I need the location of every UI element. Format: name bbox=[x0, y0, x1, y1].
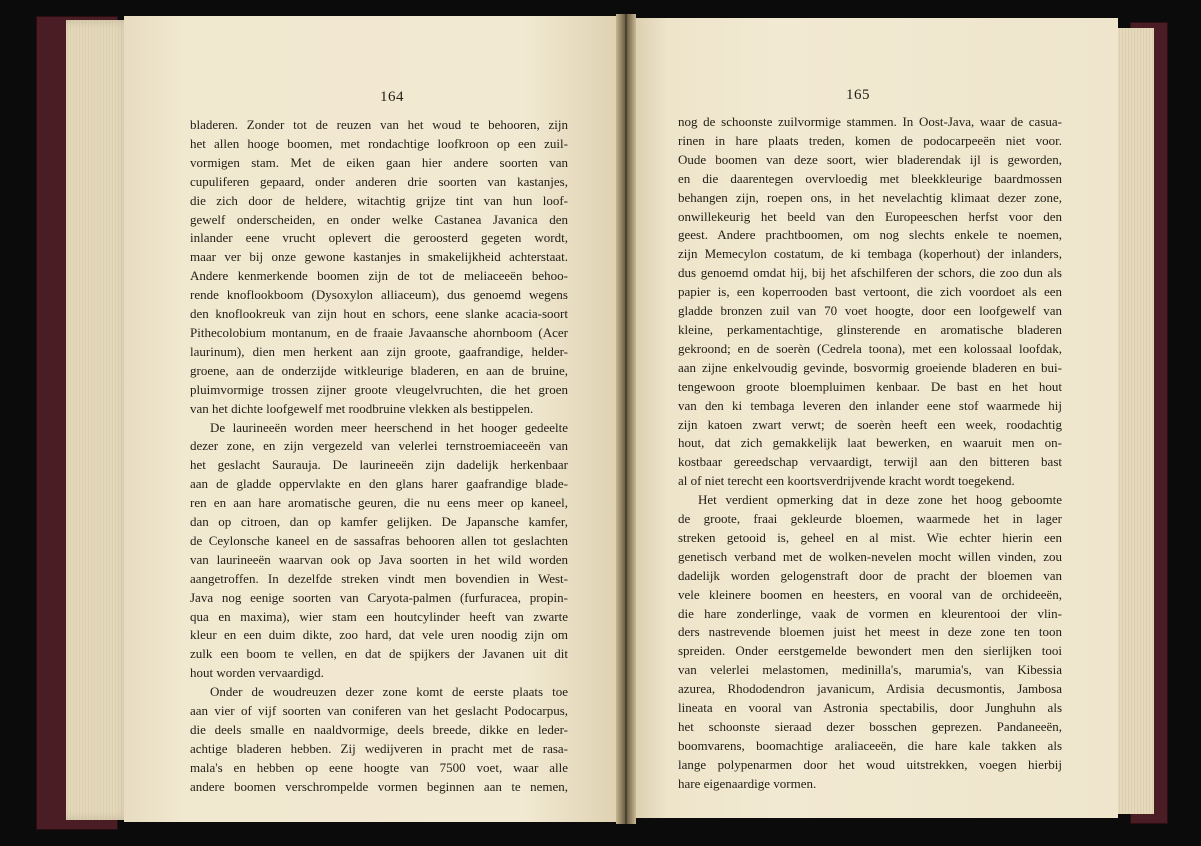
text-line: kleur en een duim dikte, zoo hard, dat vele uren noodig zijn om bbox=[190, 627, 568, 643]
text-line: zulk een boom te vellen, en dat de spijkers der Javanen uit dit bbox=[190, 646, 568, 662]
text-line: maar ver bij onze gewone kastanjes in smakelijkheid achterstaat. bbox=[190, 249, 568, 265]
text-line: azurea, Rhododendron javanicum, Ardisia decusmontis, Jambosa bbox=[678, 681, 1062, 697]
page-edges-left bbox=[66, 20, 132, 820]
text-line: laurinum), dien men herkent aan zijn groote, gaafrandige, helder- bbox=[190, 343, 568, 359]
text-line: nog de schoonste zuilvormige stammen. In Oost-Java, waar de casua- bbox=[678, 114, 1062, 129]
text-line: gladde bronzen zuil van 70 voet hoogte, door een loofgewelf van bbox=[678, 303, 1062, 319]
body-text bbox=[678, 113, 1062, 794]
text-line: De laurineeën worden meer heerschend in het hooger gedeelte bbox=[210, 419, 568, 435]
text-line: hout, dat zich gemakkelijk laat bewerken, en waaruit men on- bbox=[678, 435, 1062, 451]
text-line: geest. Andere prachtboomen, om nog slechts enkele te noemen, bbox=[678, 227, 1062, 243]
text-line: hare eigenaardige vormen. bbox=[678, 775, 817, 791]
text-line: die deels smalle en naaldvormige, deels breede, dikke en leder- bbox=[190, 722, 568, 737]
text-line: van laurineeën waarvan ook op Java soorten in het wild worden bbox=[190, 551, 568, 567]
text-line: onwillekeurig het beeld van den Europeeschen herfst voor den bbox=[678, 208, 1062, 224]
text-line: Java nog eenige soorten van Caryota-palmen (furfuracea, propin- bbox=[190, 589, 568, 605]
text-line: al of niet terecht een koortsverdrijvende kracht wordt toegekend. bbox=[678, 473, 1015, 489]
body-text bbox=[190, 116, 568, 797]
text-line: dan op citroen, dan op kamfer gelijken. De Japansche kamfer, bbox=[190, 514, 568, 530]
text-line: het geslacht Saurauja. De laurineeën zijn dadelijk herkenbaar bbox=[190, 457, 568, 473]
page-edges-right bbox=[1112, 28, 1154, 814]
page-number: 165 bbox=[846, 87, 870, 103]
text-line: hout worden vervaardigd. bbox=[190, 665, 324, 681]
book-gutter bbox=[616, 14, 636, 824]
text-line: lange polypenarmen door het woud uitstrekken, voegen hierbij bbox=[678, 756, 1062, 772]
text-line: de groote, fraai gekleurde bloemen, waarmede het in lager bbox=[678, 511, 1062, 527]
text-line: dus genoemd omdat hij, bij het afschilferen der schors, die zoo dun als bbox=[678, 265, 1062, 281]
text-line: Andere kenmerkende boomen zijn de tot de meliaceeën behoo- bbox=[190, 268, 568, 284]
text-line: den knoflookreuk van zijn hout en schors, eene slanke acacia-soort bbox=[190, 306, 568, 322]
text-line: Pithecolobium montanum, en de fraaie Javaansche ahornboom (Acer bbox=[190, 324, 568, 340]
text-line: ders nastrevende bloemen juist het meest in deze zone ten toon bbox=[678, 624, 1062, 640]
text-line: boomvarens, boomachtige araliaceeën, die hare kale takken als bbox=[678, 737, 1062, 753]
text-line: behangen zijn, roepen ons, in het nevelachtig klimaat dezer zone, bbox=[678, 189, 1062, 205]
right-page bbox=[628, 18, 1118, 818]
text-line: Oude boomen van deze soort, wier bladerendak ijl is geworden, bbox=[678, 151, 1062, 167]
page-number: 164 bbox=[380, 89, 404, 105]
text-line: spreiden. Onder eerstgemelde bewondert men den sierlijken tooi bbox=[678, 643, 1062, 659]
text-line: dadelijk worden gelogenstraft door de pracht der bloemen van bbox=[678, 567, 1062, 583]
text-line: van den ki tembaga leveren den inlander eene stof waarmede hij bbox=[678, 397, 1062, 413]
text-line: die hare zonderlinge, vaak de vormen en kleurentooi der vlin- bbox=[678, 605, 1062, 621]
text-line: genetisch verband met de wolken-nevelen mocht willen vinden, zou bbox=[678, 548, 1062, 564]
text-line: de Ceylonsche kaneel en de sassafras behooren allen tot geslachten bbox=[190, 532, 568, 548]
text-line: achtige bladeren hebben. Zij wedijveren in pracht met de rasa- bbox=[190, 740, 568, 756]
text-line: van velerlei melastomen, medinilla's, marumia's, van Kibessia bbox=[678, 662, 1062, 678]
text-line: mala's en hebben op eene hoogte van 7500 voet, waar alle bbox=[190, 759, 568, 775]
text-line: het schoonste sieraad dezer bosschen geprezen. Pandaneeën, bbox=[678, 719, 1062, 734]
text-line: aangetroffen. In dezelfde streken vindt men bovendien in West- bbox=[190, 570, 568, 586]
text-line: qua en maxima), wier stam een houtcylinder heeft van zwarte bbox=[190, 608, 568, 624]
text-line: vormigen stam. Met de eiken gaan hier andere soorten van bbox=[190, 154, 568, 170]
text-line: pluimvormige trossen zijner groote vleugelvruchten, die het groen bbox=[190, 381, 568, 397]
text-line: aan de gladde oppervlakte en den glans harer gaafrandige blade- bbox=[190, 476, 568, 492]
text-line: ren en aan hare aromatische geuren, die nu eens meer op kaneel, bbox=[190, 495, 568, 511]
text-line: andere boomen verschrompelde vormen beginnen aan te nemen, bbox=[190, 778, 568, 794]
text-line: bladeren. Zonder tot de reuzen van het woud te behooren, zijn bbox=[190, 117, 568, 132]
text-line: van het dichte loofgewelf met roodbruine vlekken als bestippelen. bbox=[190, 400, 534, 416]
text-line: die zich door de heldere, witachtig grijze tint van hun loof- bbox=[190, 192, 568, 208]
text-line: rinen in hare plaats treden, komen de podocarpeeën niet voor. bbox=[678, 132, 1062, 148]
text-line: cupuliferen gepaard, onder anderen drie soorten van kastanjes, bbox=[190, 173, 568, 189]
text-line: zijn katoen zwart verwt; de soerèn heeft een week, roodachtig bbox=[678, 416, 1062, 432]
text-line: kleine, perkamentachtige, glinsterende en aromatische bladeren bbox=[678, 321, 1062, 337]
text-line: Het verdient opmerking dat in deze zone het hoog geboomte bbox=[698, 492, 1062, 508]
text-line: Onder de woudreuzen dezer zone komt de eerste plaats toe bbox=[210, 684, 568, 700]
text-line: zijn Memecylon costatum, de ki tembaga (koperhout) der inlanders, bbox=[678, 246, 1062, 262]
text-line: streken getooid is, geheel en al mist. Wie echter hierin een bbox=[678, 529, 1062, 545]
text-line: rende knoflookboom (Dysoxylon alliaceum), dus genoemd wegens bbox=[190, 287, 568, 303]
text-line: en die daarentegen overvloedig met bleekkleurige baardmossen bbox=[678, 170, 1062, 186]
text-line: papier is, een koperrooden bast vertoont, die zich voordoet als een bbox=[678, 284, 1062, 300]
text-line: dezer zone, en zijn vergezeld van velerlei ternstroemiaceeën van bbox=[190, 438, 568, 454]
text-line: kostbaar gereedschap vervaardigt, terwijl aan den bitteren bast bbox=[678, 454, 1062, 470]
text-line: lineata en vooral van Astronia spectabilis, door Junghuhn als bbox=[678, 700, 1062, 716]
text-line: gekroond; en de soerèn (Cedrela toona), met een kolossaal loofdak, bbox=[678, 340, 1062, 356]
text-line: gewelf onderscheiden, en onder welke Castanea Javanica den bbox=[190, 211, 568, 227]
text-line: het allen hooge boomen, met rondachtige loofkroon op een zuil- bbox=[190, 135, 568, 151]
text-line: aan zijne enkelvoudig gevinde, bosvormig groeiende bladeren en bui- bbox=[678, 359, 1062, 375]
text-line: aan vier of vijf soorten van coniferen van het geslacht Podocarpus, bbox=[190, 703, 568, 719]
text-line: vele kleinere boomen en heesters, en vooral van de orchideeën, bbox=[678, 586, 1062, 602]
text-line: groene, aan de onderzijde witkleurige bladeren, en aan de bruine, bbox=[190, 362, 568, 378]
text-line: inlander eene vrucht oplevert die geroosterd gegeten wordt, bbox=[190, 230, 568, 246]
text-line: tengewoon groote bloempluimen kenbaar. De bast en het hout bbox=[678, 378, 1062, 394]
left-page bbox=[124, 16, 624, 822]
